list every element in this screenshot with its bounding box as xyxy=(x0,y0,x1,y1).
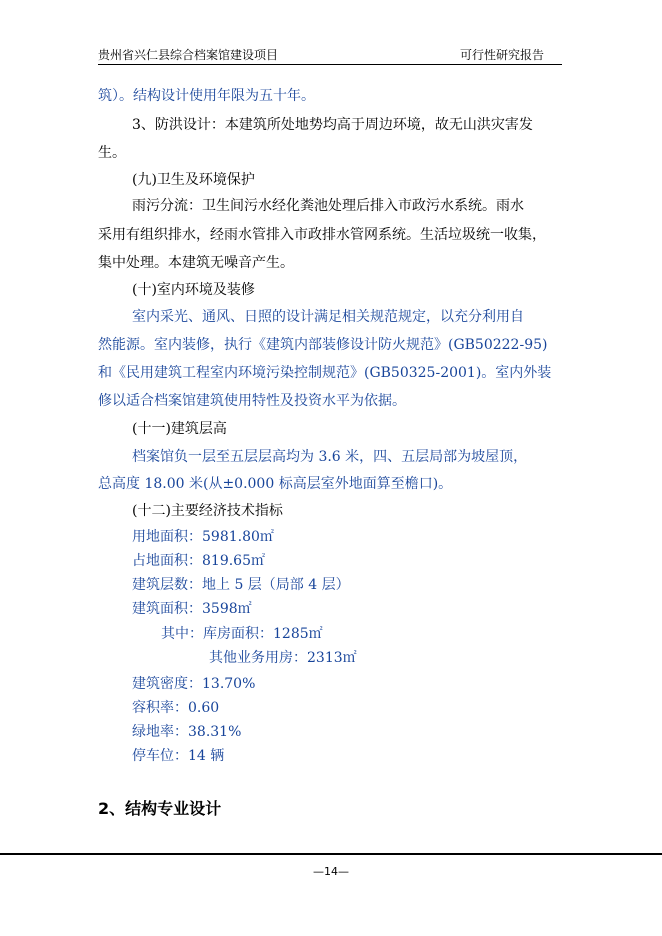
indicator-item: 建筑面积：3598㎡ xyxy=(132,601,252,617)
paragraph-line: 总高度 18.00 米(从±0.000 标高层室外地面算至檐口)。 xyxy=(98,476,453,492)
paragraph-line: 和《民用建筑工程室内环境污染控制规范》(GB50325-2001)。室内外装 xyxy=(98,365,552,381)
header-report-type: 可行性研究报告 xyxy=(459,48,544,62)
indicator-item: 其中：库房面积：1285㎡ xyxy=(161,626,323,642)
paragraph-line: 3、防洪设计：本建筑所处地势均高于周边环境，故无山洪灾害发 xyxy=(132,117,533,133)
indicator-item: 容积率：0.60 xyxy=(132,700,220,716)
paragraph-line: 档案馆负一层至五层层高均为 3.6 米，四、五层局部为坡屋顶， xyxy=(132,449,528,465)
indicator-item: 绿地率：38.31% xyxy=(132,724,242,740)
paragraph-line: 采用有组织排水，经雨水管排入市政排水管网系统。生活垃圾统一收集， xyxy=(98,227,546,243)
indicator-item: 占地面积：819.65㎡ xyxy=(132,553,265,569)
subsection-heading: (十)室内环境及装修 xyxy=(132,282,255,298)
paragraph-line: 筑）。结构设计使用年限为五十年。 xyxy=(98,88,315,104)
subsection-heading: (九)卫生及环境保护 xyxy=(132,172,255,188)
indicator-item: 其他业务用房：2313㎡ xyxy=(209,650,357,666)
paragraph-line: 集中处理。本建筑无噪音产生。 xyxy=(98,255,294,271)
paragraph-line: 然能源。室内装修，执行《建筑内部装修设计防火规范》(GB50222-95) xyxy=(98,337,548,353)
indicator-item: 用地面积：5981.80㎡ xyxy=(132,529,274,545)
header-project-title: 贵州省兴仁县综合档案馆建设项目 xyxy=(98,48,279,62)
paragraph-line: 室内采光、通风、日照的设计满足相关规范规定，以充分利用自 xyxy=(132,309,524,325)
paragraph-line: 修以适合档案馆建筑使用特性及投资水平为依据。 xyxy=(98,393,406,409)
indicator-item: 建筑密度：13.70% xyxy=(132,676,256,692)
section-heading: 2、结构专业设计 xyxy=(98,799,222,818)
paragraph-line: 雨污分流：卫生间污水经化粪池处理后排入市政污水系统。雨水 xyxy=(132,198,524,214)
indicator-item: 建筑层数：地上 5 层（局部 4 层） xyxy=(132,577,350,593)
paragraph-line: 生。 xyxy=(98,145,126,161)
footer-divider xyxy=(0,853,662,855)
header-divider xyxy=(98,64,562,65)
page-header xyxy=(98,46,562,64)
subsection-heading: (十一)建筑层高 xyxy=(132,421,227,437)
subsection-heading: (十二)主要经济技术指标 xyxy=(132,503,283,519)
indicator-item: 停车位：14 辆 xyxy=(132,748,225,764)
page-number: —14— xyxy=(313,865,349,878)
